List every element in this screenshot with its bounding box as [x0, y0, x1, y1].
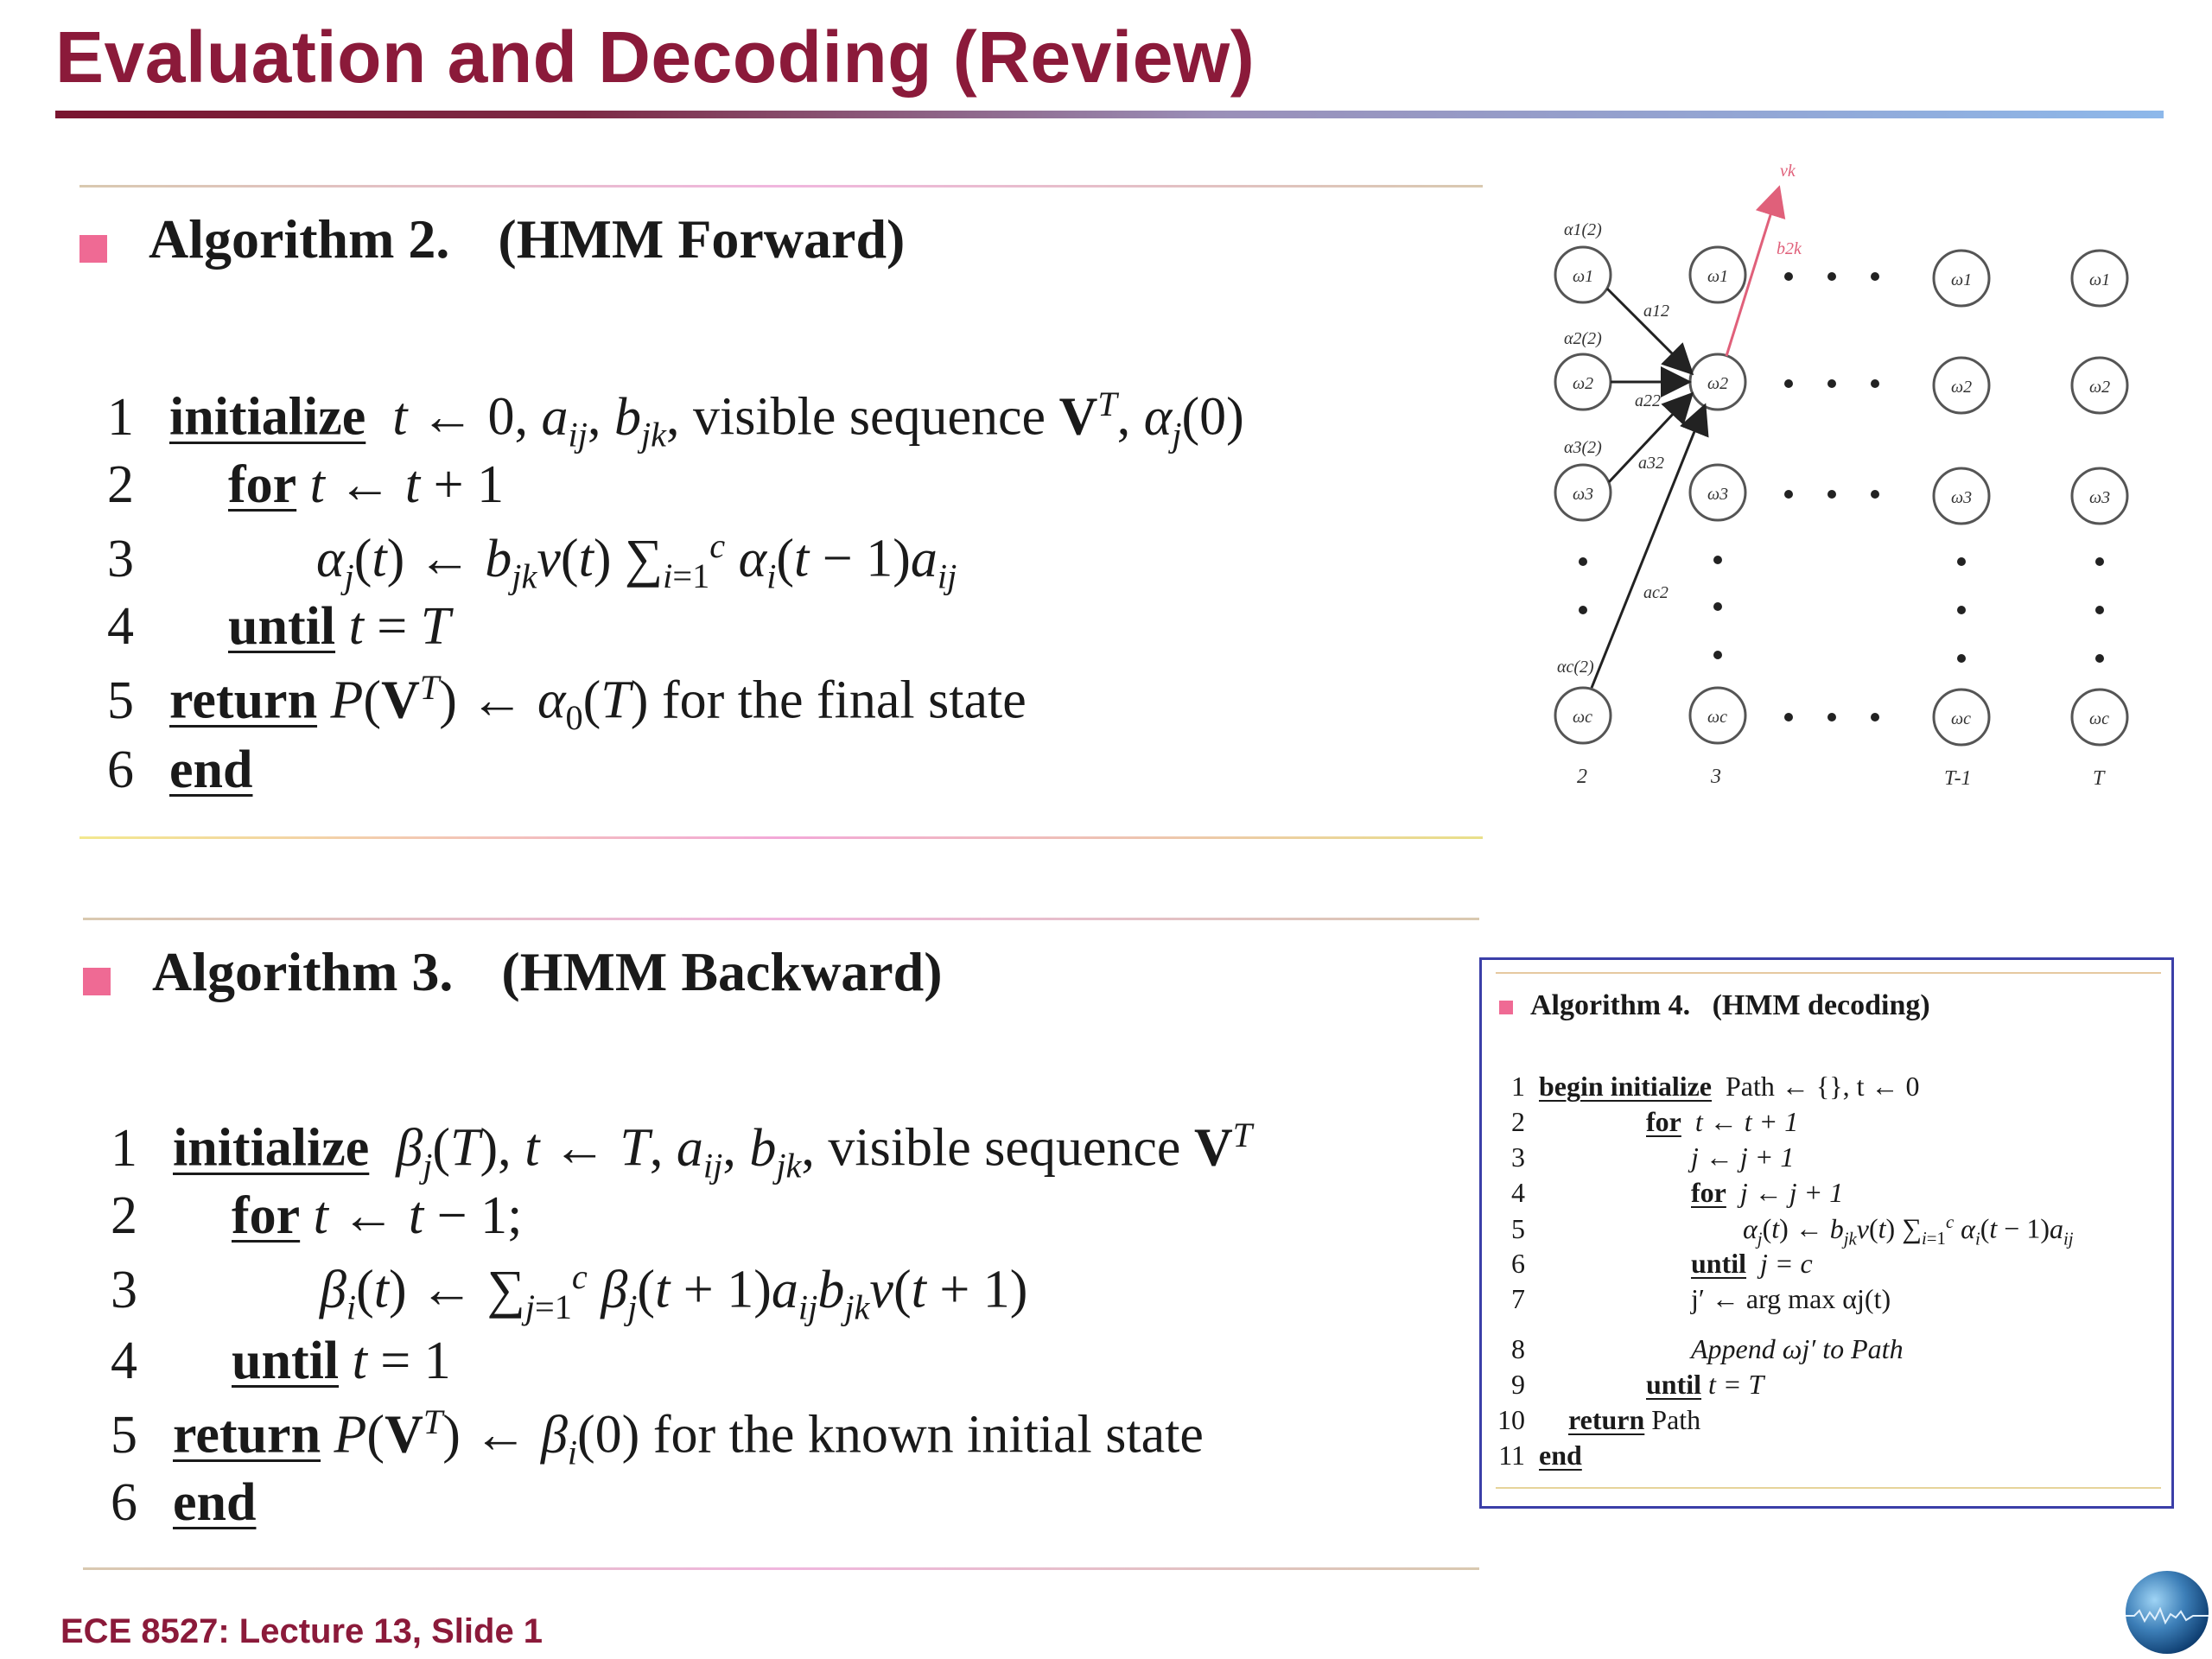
- algo4-line-6: [1494, 1248, 1813, 1280]
- algo3-line-6: [111, 1472, 256, 1534]
- state-label: ω3: [1951, 488, 1973, 507]
- line-number: 9: [1511, 1369, 1525, 1400]
- algo2-number: Algorithm 2.: [149, 208, 450, 270]
- hmm-trellis-diagram: [1538, 156, 2160, 812]
- line-number: 11: [1498, 1440, 1525, 1471]
- line-number: 4: [107, 597, 134, 656]
- line-text: visible sequence: [828, 1118, 1181, 1178]
- line-number: 1: [107, 387, 134, 447]
- keyword: until: [228, 597, 336, 656]
- state-label: ω1: [2089, 270, 2111, 289]
- line-text: j = c: [1760, 1248, 1813, 1279]
- line-number: 6: [107, 741, 134, 799]
- algo4-number: Algorithm 4.: [1530, 989, 1691, 1021]
- algo4-line-1: [1494, 1071, 1920, 1103]
- node-colT-1: [1934, 251, 1989, 745]
- algo2-line-4: 4 until t = T: [107, 597, 451, 656]
- keyword: for: [228, 455, 297, 514]
- algo4-line-7: [1494, 1283, 1891, 1315]
- state-label: ω1: [1573, 267, 1594, 286]
- emission-label: b2k: [1777, 239, 1802, 258]
- keyword: end: [1539, 1440, 1582, 1471]
- state-label: ωc: [1573, 708, 1592, 727]
- line-number: 2: [111, 1186, 137, 1245]
- algo4-bottom-rule: [1496, 1487, 2161, 1489]
- time-label: T-1: [1944, 767, 1972, 790]
- algo4-line-9: [1494, 1369, 1764, 1401]
- line-number: 5: [111, 1405, 137, 1465]
- algo4-line-4: [1494, 1177, 1843, 1209]
- time-label: 2: [1577, 766, 1587, 788]
- line-text: t = T: [1708, 1369, 1764, 1400]
- keyword: for: [1691, 1177, 1726, 1208]
- line-number: 2: [107, 455, 134, 514]
- line-number: 1: [1511, 1071, 1525, 1102]
- algo3-line-1: 1 initialize $\beta_j(T)$, t ← T, $a_{ij}$, $b_{jk}$, visible sequence $V^T$: [111, 1116, 1253, 1185]
- line-text: Append ωj′ to Path: [1691, 1333, 1904, 1364]
- algo4-name: (HMM decoding): [1712, 989, 1930, 1021]
- line-number: 3: [107, 529, 134, 588]
- line-text: t ← t + 1: [1694, 1106, 1799, 1137]
- state-label: ω3: [1707, 485, 1729, 504]
- state-label: ω2: [1573, 374, 1594, 393]
- algo2-heading: [149, 207, 905, 271]
- keyword: return: [169, 671, 318, 730]
- line-number: 4: [111, 1332, 137, 1390]
- keyword: until: [1691, 1248, 1747, 1279]
- algo3-heading: [152, 940, 943, 1004]
- line-number: 8: [1511, 1333, 1525, 1364]
- line-text: for the final state: [661, 671, 1027, 730]
- algo2-line-5: 5 return $P(V^T)$ ← $\alpha_0(T)$ for the final state: [107, 668, 1027, 738]
- state-label: ωc: [1951, 709, 1971, 728]
- line-number: 5: [1511, 1212, 1525, 1244]
- node-colT: [2072, 251, 2127, 745]
- line-number: 1: [111, 1118, 137, 1178]
- line-text: for the known initial state: [652, 1405, 1204, 1465]
- keyword: begin initialize: [1539, 1071, 1712, 1102]
- alpha-label: α1(2): [1564, 220, 1602, 239]
- time-label: 3: [1711, 766, 1721, 788]
- state-label: ω3: [1573, 485, 1594, 504]
- algo3-name: (HMM Backward): [501, 941, 943, 1002]
- keyword: until: [232, 1332, 340, 1390]
- waveform-icon: [2126, 1607, 2209, 1624]
- state-label: ω2: [1707, 374, 1729, 393]
- time-label: T: [2093, 767, 2105, 790]
- line-text: Path: [1651, 1404, 1701, 1435]
- keyword: return: [1568, 1404, 1645, 1435]
- algo4-line-5: 5 $\alpha_j(t)$ ← $b_{jk}v(t)$ $\sum_{i=1}^c$ $\alpha_i(t - 1)a_{ij}$: [1494, 1212, 2074, 1249]
- state-label: ω2: [2089, 378, 2111, 397]
- keyword: for: [232, 1186, 301, 1245]
- line-number: 3: [1511, 1141, 1525, 1173]
- algo3-line-4: 4 until t = 1: [111, 1332, 451, 1390]
- line-text: visible sequence: [693, 387, 1046, 447]
- line-text: j ← j + 1: [1691, 1141, 1795, 1173]
- keyword: until: [1646, 1369, 1702, 1400]
- line-number: 4: [1511, 1177, 1525, 1208]
- line-number: 6: [111, 1473, 137, 1532]
- algo4-box: [1479, 957, 2174, 1509]
- line-text: j ← j + 1: [1739, 1177, 1844, 1208]
- algo3-number: Algorithm 3.: [152, 941, 454, 1002]
- algo3-bullet: [83, 968, 111, 995]
- alpha-label: α3(2): [1564, 438, 1602, 457]
- weight-label: a32: [1638, 454, 1664, 473]
- algo2-bullet: [79, 235, 107, 263]
- line-number: 10: [1497, 1404, 1525, 1435]
- algo4-top-rule: [1496, 972, 2161, 974]
- keyword: end: [169, 741, 253, 799]
- state-label: ω1: [1707, 267, 1729, 286]
- alpha-label: α2(2): [1564, 329, 1602, 348]
- algo2-line-3: 3 $\alpha_j(t)$ ← $b_{jk}v(t)$ $\sum_{i=1}^c$ $\alpha_i(t - 1)a_{ij}$: [107, 526, 957, 596]
- slide-footer: ECE 8527: Lecture 13, Slide 1: [60, 1612, 543, 1650]
- title-rule: [55, 111, 2164, 118]
- algo4-bullet: [1499, 1001, 1513, 1014]
- slide-title: Evaluation and Decoding (Review): [55, 16, 1255, 98]
- visible-symbol-label: vk: [1780, 162, 1796, 181]
- algo4-line-11: [1494, 1440, 1582, 1471]
- state-label: ω1: [1951, 270, 1973, 289]
- keyword: initialize: [173, 1118, 370, 1178]
- algo3-top-rule: [83, 918, 1479, 920]
- algo2-top-rule: [79, 185, 1483, 188]
- keyword: end: [173, 1473, 257, 1532]
- keyword: for: [1646, 1106, 1681, 1137]
- line-number: 6: [1511, 1248, 1525, 1279]
- algo4-heading: [1499, 989, 1930, 1022]
- algo2-line-2: 2 for t ← t + 1: [107, 455, 505, 514]
- line-number: 7: [1511, 1283, 1525, 1314]
- algo3-line-2: 2 for t ← t − 1;: [111, 1186, 523, 1245]
- alpha-label: αc(2): [1557, 658, 1594, 677]
- algo2-line-6: [107, 740, 252, 801]
- line-number: 5: [107, 671, 134, 730]
- algo2-line-1: 1 initialize t ← 0, $a_{ij}$, $b_{jk}$, visible sequence $V^T$, $\alpha_j(0)$: [107, 385, 1244, 454]
- state-label: ωc: [1707, 708, 1727, 727]
- keyword: initialize: [169, 387, 366, 447]
- line-text: Path ← {}, t ← 0: [1726, 1071, 1920, 1102]
- state-label: ω2: [1951, 378, 1973, 397]
- algo2-bottom-rule: [79, 836, 1483, 839]
- algo3-line-5: 5 return $P(V^T)$ ← $\beta_i(0)$ for the known initial state: [111, 1402, 1204, 1472]
- weight-label: a22: [1635, 391, 1661, 410]
- algo2-name: (HMM Forward): [498, 208, 906, 270]
- line-number: 2: [1511, 1106, 1525, 1137]
- weight-label: a12: [1643, 302, 1669, 321]
- line-text: j′ ← arg max αj(t): [1691, 1283, 1891, 1314]
- algo4-line-10: [1494, 1404, 1700, 1436]
- keyword: return: [173, 1405, 321, 1465]
- algo4-line-8: [1494, 1333, 1904, 1365]
- algo4-line-3: [1494, 1141, 1794, 1173]
- weight-label: ac2: [1643, 583, 1669, 602]
- line-number: 3: [111, 1260, 137, 1319]
- algo3-line-3: 3 $\beta_i(t)$ ← $\sum_{j=1}^c$ $\beta_j(t + 1)a_{ij}b_{jk}v(t + 1)$: [111, 1257, 1028, 1327]
- state-label: ωc: [2089, 709, 2109, 728]
- algo3-bottom-rule: [83, 1567, 1479, 1570]
- state-label: ω3: [2089, 488, 2111, 507]
- algo4-line-2: [1494, 1106, 1798, 1138]
